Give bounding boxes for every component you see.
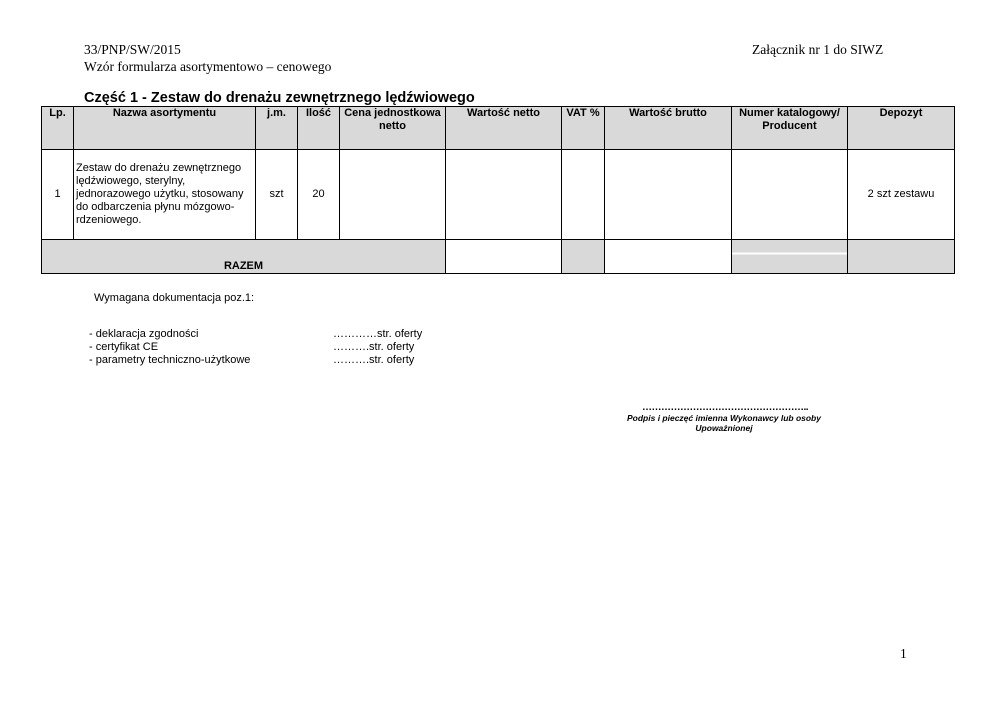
doc-item-label: - deklaracja zgodności [89, 328, 199, 340]
total-catalog-cell [732, 240, 848, 274]
tender-reference: 33/PNP/SW/2015 [84, 42, 181, 57]
table-row [42, 150, 955, 240]
col-header-unit: j.m. [256, 107, 298, 150]
cell-quantity: 20 [298, 150, 340, 240]
cell-vat[interactable] [562, 150, 605, 240]
cell-unit-price[interactable] [340, 150, 446, 240]
form-title: Wzór formularza asortymentowo – cenowego [84, 59, 332, 74]
price-form-table [41, 106, 955, 274]
col-header-name: Nazwa asortymentu [74, 107, 256, 150]
cell-catalog[interactable] [732, 150, 848, 240]
doc-item-label: - certyfikat CE [89, 341, 159, 353]
signature-caption: Podpis i pieczęć imienna Wykonawcy lub osoby Upoważnionej [627, 413, 821, 433]
doc-item-page-ref: ……….str. oferty [333, 341, 415, 353]
doc-item-page-ref: …………str. oferty [333, 328, 423, 340]
doc-item-label: - parametry techniczno-użytkowe [89, 354, 251, 366]
col-header-catalog: Numer katalogowy/ Producent [732, 107, 848, 150]
annex-label: Załącznik nr 1 do SIWZ [752, 42, 884, 57]
total-gross-value[interactable] [605, 240, 732, 274]
col-header-deposit: Depozyt [848, 107, 955, 150]
section-title: Część 1 - Zestaw do drenażu zewnętrznego lędźwiowego [84, 90, 475, 106]
col-header-unit-price: Cena jednostkowa netto [340, 107, 446, 150]
total-net-value[interactable] [446, 240, 562, 274]
cell-net-value[interactable] [446, 150, 562, 240]
doc-item-page-ref: ……….str. oferty [333, 354, 415, 366]
col-header-vat: VAT % [562, 107, 605, 150]
total-label: RAZEM [42, 240, 446, 274]
cell-unit: szt [256, 150, 298, 240]
cell-item-name: Zestaw do drenażu zewnętrznego lędźwiowego, sterylny, jednorazowego użytku, stosowany do odbarczenia płynu mózgowo-rdzeniowego. [74, 150, 256, 240]
cell-lp: 1 [42, 150, 74, 240]
total-deposit-cell [848, 240, 955, 274]
document-header [84, 41, 331, 75]
page-number: 1 [900, 646, 907, 661]
documentation-title: Wymagana dokumentacja poz.1: [94, 292, 255, 304]
col-header-lp: Lp. [42, 107, 74, 150]
total-row [42, 240, 955, 274]
col-header-gross-value: Wartość brutto [605, 107, 732, 150]
col-header-quantity: Ilość [298, 107, 340, 150]
signature-line: …………………………………………….. [641, 402, 809, 413]
cell-gross-value[interactable] [605, 150, 732, 240]
cell-deposit: 2 szt zestawu [848, 150, 955, 240]
col-header-net-value: Wartość netto [446, 107, 562, 150]
total-vat-cell [562, 240, 605, 274]
table-header-row [42, 107, 955, 150]
